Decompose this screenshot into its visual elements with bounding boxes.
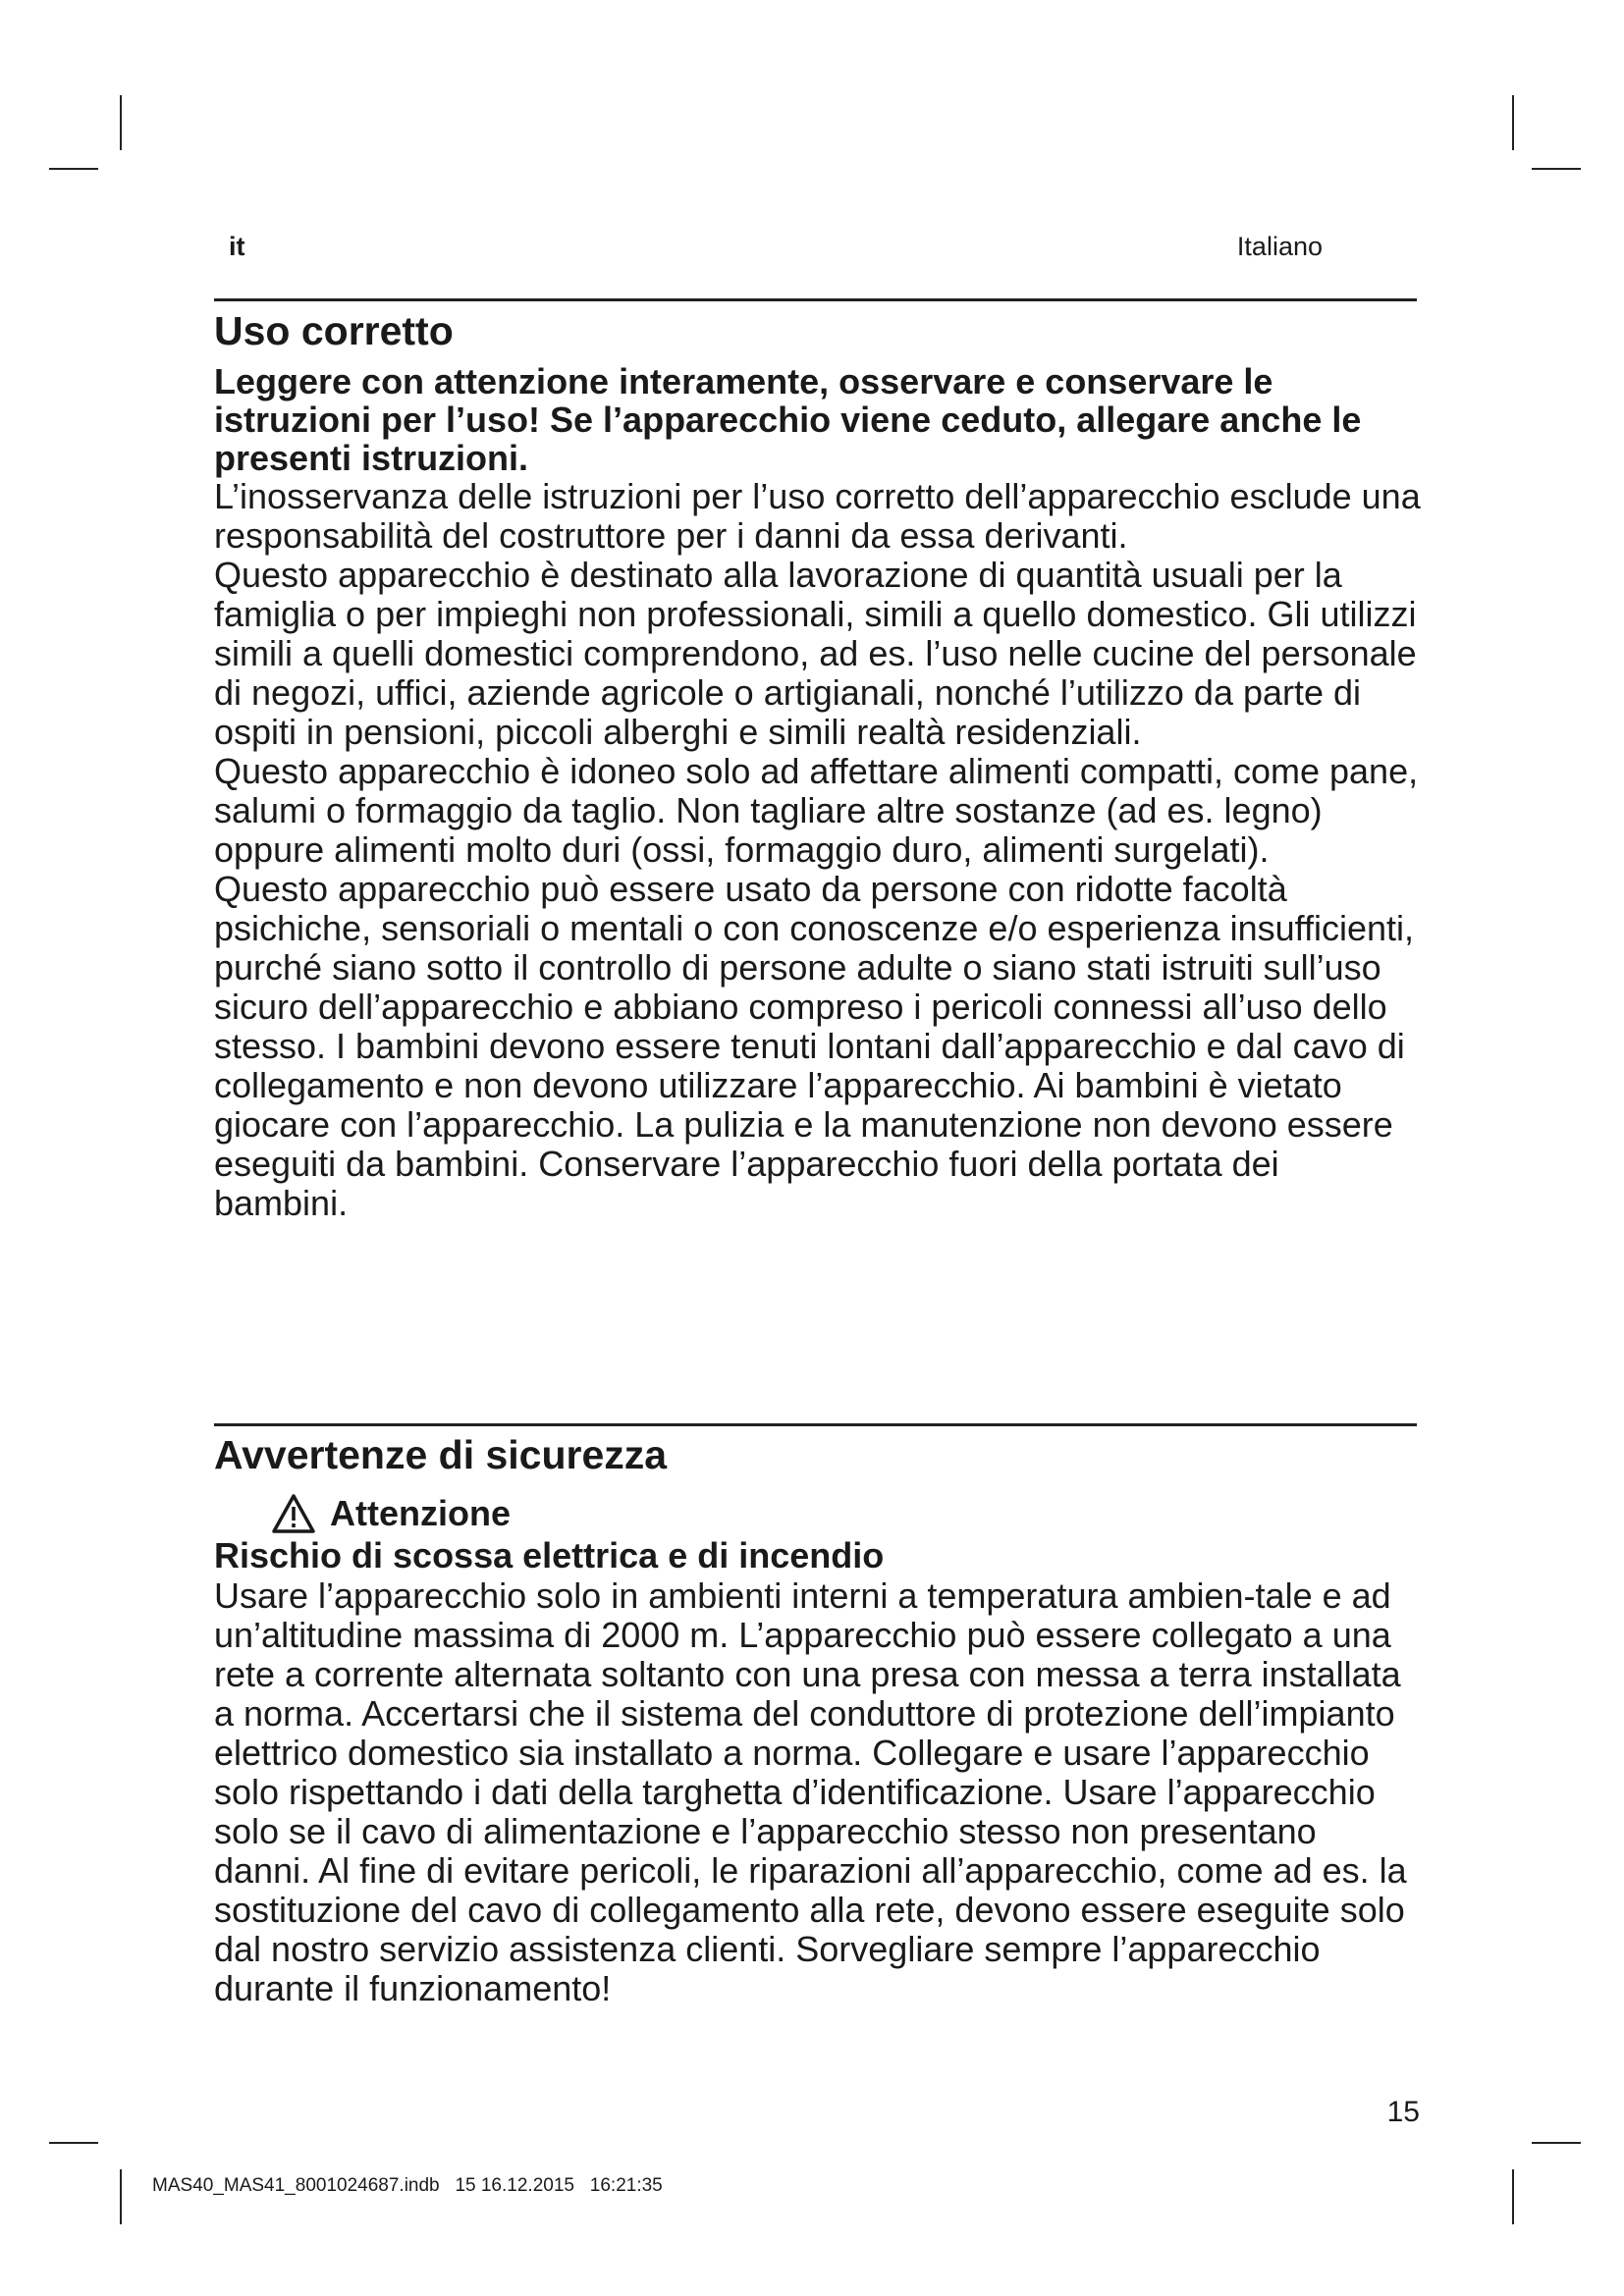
warning-row [271,1492,1422,1535]
header-rule [214,298,1417,301]
crop-mark [1532,168,1581,170]
section-heading: Uso corretto [214,308,454,353]
crop-mark [1532,2142,1581,2144]
crop-mark [49,2142,98,2144]
section-intended-use [214,307,1422,1223]
intro-paragraph: Leggere con attenzione interamente, osservare e conservare le istruzioni per l’uso! Se l’apparecchio viene ceduto, allegare anche le presenti istruzioni. [214,361,1362,478]
language-code: it [229,232,245,261]
body-paragraph: Questo apparecchio è destinato alla lavorazione di quantità usuali per la famiglia o per impieghi non professionali, simili a quello domestico. Gli utilizzi simili a quelli domestici comprendono, ad es. l’uso nelle cucine del personale di negozi, uffici, aziende agricole o artigianali, nonché l’utilizzo da parte di ospiti in pensioni, piccoli alberghi e simili realtà residenziali. [214,555,1417,752]
body-paragraph: Usare l’apparecchio solo in ambienti interni a temperatura ambien-tale e ad un’altitudine massima di 2000 m. L’apparecchio può essere collegato a una rete a corrente alternata soltanto con una presa con messa a terra installata a norma. Accertarsi che il sistema del conduttore di protezione dell’impianto elettrico domestico sia installato a norma. Collegare e usare l’apparecchio solo rispettando i dati della targhetta d’identificazione. Usare l’apparecchio solo se il cavo di alimentazione e l’apparecchio stesso non presentano danni. Al fine di evitare pericoli, le riparazioni all’apparecchio, come ad es. la sostituzione del cavo di collegamento alla rete, devono essere eseguite solo dal nostro servizio assistenza clienti. Sorvegliare sempre l’apparecchio durante il funzionamento! [214,1575,1407,2008]
print-imprint: MAS40_MAS41_8001024687.indb 15 16.12.2015 16:21:35 [152,2175,663,2196]
body-paragraph: Questo apparecchio può essere usato da persone con ridotte facoltà psichiche, sensoriali o mentali o con conoscenze e/o esperienza insufficienti, purché siano sotto il controllo di persone adulte o siano stati istruiti sull’uso sicuro dell’apparecchio e abbiano compreso i pericoli connessi all’uso dello stesso. I bambini devono essere tenuti lontani dall’apparecchio e dal cavo di collegamento e non devono utilizzare l’apparecchio. Ai bambini è vietato giocare con l’apparecchio. La pulizia e la manutenzione non devono essere eseguiti da bambini. Conservare l’apparecchio fuori della portata dei bambini. [214,869,1415,1223]
crop-mark [1512,2169,1514,2224]
risk-subheading: Rischio di scossa elettrica e di incendio [214,1535,885,1575]
crop-mark [120,95,122,150]
language-name: Italiano [1236,232,1323,261]
section-heading: Avvertenze di sicurezza [214,1432,668,1477]
body-paragraph: L’inosservanza delle istruzioni per l’uso corretto dell’apparecchio esclude una responsabilità del costruttore per i danni da essa derivanti. [214,476,1421,556]
body-paragraph: Questo apparecchio è idoneo solo ad affettare alimenti compatti, come pane, salumi o formaggio da taglio. Non tagliare altre sostanze (ad es. legno) oppure alimenti molto duri (ossi, formaggio duro, alimenti surgelati). [214,751,1419,870]
page-number: 15 [1386,2096,1420,2128]
warning-triangle-icon [271,1493,316,1534]
warning-label: Attenzione [330,1493,511,1533]
crop-mark [1512,95,1514,150]
crop-mark [49,168,98,170]
section-safety [214,1431,1422,2008]
section-rule [214,1423,1417,1426]
crop-mark [120,2169,122,2224]
